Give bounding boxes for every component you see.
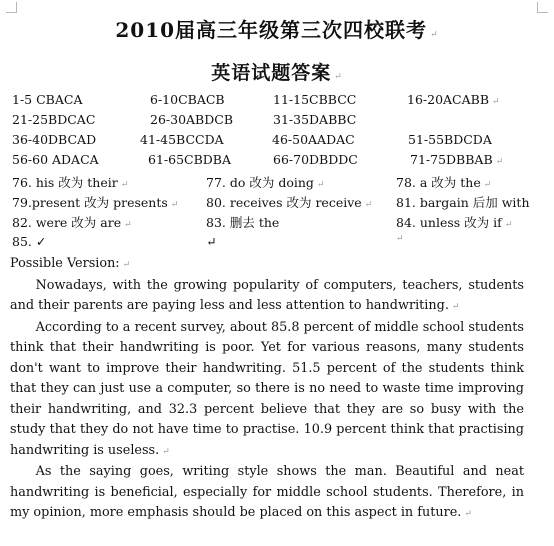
- correction-item: 84. unless 改为 if ↵: [396, 215, 513, 230]
- answer-group: 61-65CBDBA: [148, 152, 232, 167]
- margin-corner-mark: [537, 2, 548, 13]
- paragraph-mark-icon: ↵: [464, 509, 472, 519]
- answer-row: [10, 152, 550, 172]
- correction-item: 78. a 改为 the ↵: [396, 175, 492, 190]
- essay-paragraph: According to a recent survey, about 85.8 percent of middle school students think that their handwriting is poor. Yet for various reasons, many students don't want to improve their handwriting. 51.5 percent of the students think that they can just use a computer, so there is no need to waste time improving their handwriting, and 32.3 percent believe that they are so busy with the study that they do not have time to practise. 10.9 percent think that practising handwriting is useless. ↵: [10, 319, 524, 458]
- correction-row: [10, 173, 550, 193]
- answer-group: 36-40DBCAD: [12, 132, 97, 147]
- correction-item: 81. bargain 后加 with: [396, 195, 530, 210]
- correction-item: 85. ✓: [12, 234, 47, 249]
- paragraph-mark-icon: ↵: [124, 220, 132, 230]
- paragraph-mark-icon: ↵: [483, 180, 492, 190]
- document-title: 2010届高三年级第三次四校联考 ↵: [115, 18, 439, 42]
- answer-group: 11-15CBBCC: [273, 92, 357, 107]
- correction-row: [10, 213, 550, 233]
- paragraph-mark-icon: ↵: [120, 180, 129, 190]
- correction-item: 76. his 改为 their ↵: [12, 175, 129, 190]
- paragraph-mark-icon: ↵: [316, 180, 325, 190]
- essay-paragraph: As the saying goes, writing style shows the man. Beautiful and neat handwriting is beneficial, especially for middle school students. Therefore, in my opinion, more emphasis should be placed on this aspect in future. ↵: [10, 464, 524, 520]
- answer-group: 46-50AADAC: [272, 132, 355, 147]
- paragraph-mark-icon: ↵: [162, 446, 170, 457]
- paragraph-mark-icon: ↵: [122, 260, 131, 270]
- paragraph-mark-icon: ↵: [396, 234, 404, 244]
- essay-heading: Possible Version: ↵: [10, 256, 131, 271]
- correction-item: 80. receives 改为 receive ↵: [206, 195, 373, 210]
- paragraph-mark-icon: ↵: [430, 30, 439, 40]
- paragraph-mark-icon: ↵: [334, 72, 343, 82]
- paragraph-mark-icon: ↵: [451, 302, 460, 312]
- answer-row: [10, 132, 550, 152]
- correction-item: 82. were 改为 are ↵: [12, 215, 132, 230]
- answer-group: 71-75DBBAB ↵: [410, 152, 504, 167]
- correction-item: 77. do 改为 doing ↵: [206, 175, 325, 190]
- paragraph-mark-icon: ↵: [495, 157, 504, 167]
- answer-group: 16-20ACABB ↵: [407, 92, 500, 107]
- answer-group: 56-60 ADACA: [12, 152, 99, 167]
- paragraph-mark-icon: ↵: [206, 234, 217, 249]
- answer-row: [10, 112, 550, 132]
- margin-corner-mark: [6, 2, 17, 13]
- essay-paragraph: Nowadays, with the growing popularity of computers, teachers, students and their parents are paying less and less attention to handwriting. ↵: [10, 277, 524, 313]
- document-subtitle: 英语试题答案 ↵: [211, 62, 343, 84]
- paragraph-mark-icon: ↵: [504, 220, 513, 230]
- correction-item: 79.present 改为 presents ↵: [12, 195, 179, 210]
- answer-group: 21-25BDCAC: [12, 112, 96, 127]
- essay: [10, 254, 524, 525]
- paragraph-mark-icon: ↵: [492, 97, 500, 107]
- answer-group: 26-30ABDCB: [150, 112, 234, 127]
- paragraph-mark-icon: ↵: [170, 200, 179, 210]
- paragraph-mark-icon: ↵: [364, 200, 373, 210]
- correction-row: [10, 193, 550, 213]
- answer-group: 51-55BDCDA: [408, 132, 492, 147]
- answer-group: 66-70DBDDC: [273, 152, 358, 167]
- correction-item: 83. 删去 the: [206, 215, 280, 230]
- correction-row: [10, 234, 550, 254]
- answer-group: 41-45BCCDA: [140, 132, 224, 147]
- answer-group: 31-35DABBC: [273, 112, 357, 127]
- answer-group: 6-10CBACB: [150, 92, 225, 107]
- answer-group: 1-5 CBACA: [12, 92, 83, 107]
- answer-row: [10, 92, 550, 112]
